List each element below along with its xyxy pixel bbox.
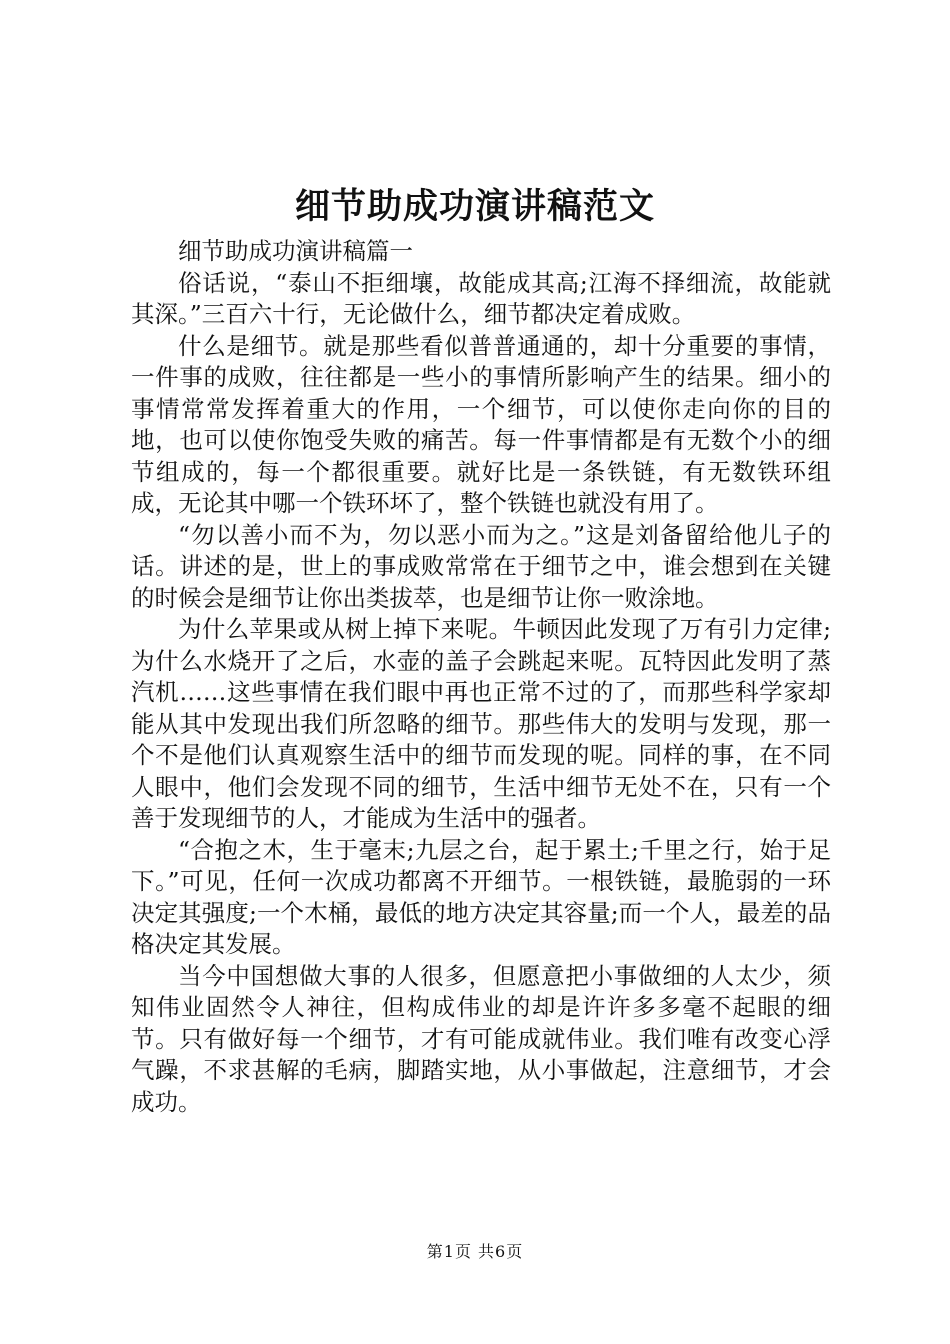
document-title: 细节助成功演讲稿范文: [294, 186, 655, 227]
body-paragraph: 俗话说，“泰山不拒细壤，故能成其高;江海不择细流，故能就其深。”三百六十行，无论做什么，细节都决定着成败。: [131, 268, 831, 328]
document-body: [131, 236, 831, 1118]
body-paragraph: “合抱之木，生于毫末;九层之台，起于累土;千里之行，始于足下。”可见，任何一次成功都离不开细节。一根铁链，最脆弱的一环决定其强度;一个木桶，最低的地方决定其容量;而一个人，最差的品格决定其发展。: [131, 835, 831, 958]
body-paragraph: “勿以善小而不为，勿以恶小而为之。”这是刘备留给他儿子的话。讲述的是，世上的事成败常常在于细节之中，谁会想到在关键的时候会是细节让你出类拔萃，也是细节让你一败涂地。: [131, 520, 831, 612]
body-paragraph: 当今中国想做大事的人很多，但愿意把小事做细的人太少，须知伟业固然令人神往，但构成伟业的却是许许多多毫不起眼的细节。只有做好每一个细节，才有可能成就伟业。我们唯有改变心浮气躁，不求甚解的毛病，脚踏实地，从小事做起，注意细节，才会成功。: [131, 961, 831, 1116]
section-heading: 细节助成功演讲稿篇一: [178, 237, 413, 265]
page-number-footer: 第1页 共6页: [426, 1242, 524, 1261]
body-paragraph: 为什么苹果或从树上掉下来呢。牛顿因此发现了万有引力定律;为什么水烧开了之后，水壶的盖子会跳起来呢。瓦特因此发明了蒸汽机……这些事情在我们眼中再也正常不过的了，而那些科学家却能从其中发现出我们所忽略的细节。那些伟大的发明与发现，那一个不是他们认真观察生活中的细节而发现的呢。同样的事，在不同人眼中，他们会发现不同的细节，生活中细节无处不在，只有一个善于发现细节的人，才能成为生活中的强者。: [131, 615, 831, 832]
body-paragraph: 什么是细节。就是那些看似普普通通的，却十分重要的事情，一件事的成败，往往都是一些小的事情所影响产生的结果。细小的事情常常发挥着重大的作用，一个细节，可以使你走向你的目的地，也可以使你饱受失败的痛苦。每一件事情都是有无数个小的细节组成的，每一个都很重要。就好比是一条铁链，有无数铁环组成，无论其中哪一个铁环坏了，整个铁链也就没有用了。: [131, 331, 831, 517]
